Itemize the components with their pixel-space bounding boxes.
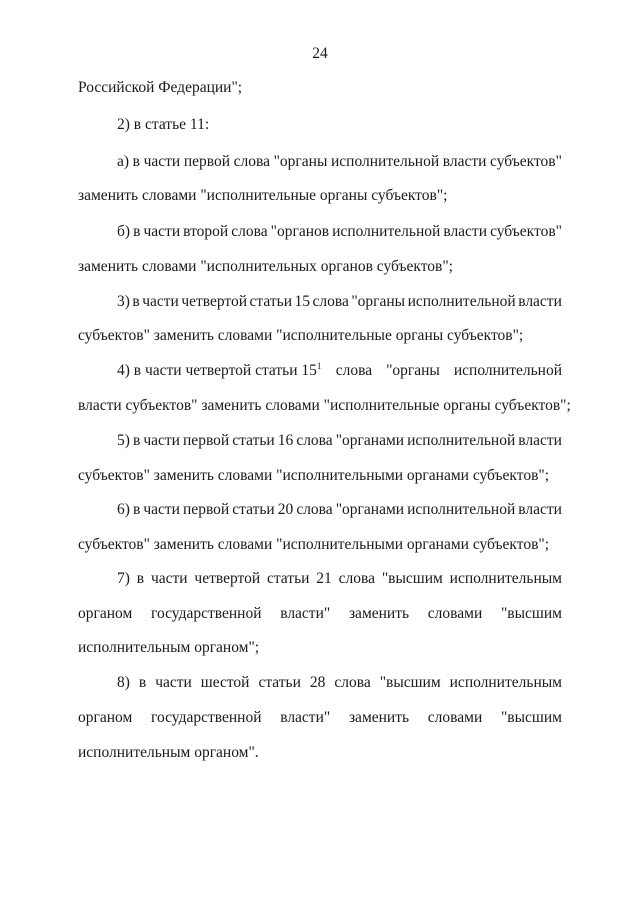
- word: б): [117, 223, 131, 240]
- word: 21: [316, 570, 332, 587]
- word: 16: [277, 432, 294, 449]
- word: части: [143, 223, 181, 240]
- word: шестой: [200, 674, 250, 691]
- word: "высшим: [381, 570, 443, 587]
- word: "высшим: [379, 674, 441, 691]
- text-line: субъектов" заменить словами "исполнительные органы субъектов";: [78, 327, 524, 344]
- word: заменить: [348, 605, 410, 622]
- word: исполнительной: [407, 293, 516, 310]
- word: власти": [280, 605, 331, 622]
- word: статьи: [258, 674, 301, 691]
- word: исполнительной: [453, 362, 562, 379]
- word: "высшим: [500, 605, 562, 622]
- text-line: 2) в статье 11:: [117, 116, 210, 133]
- word: в: [133, 223, 141, 240]
- word: статьи: [266, 570, 310, 587]
- word: 15: [294, 293, 310, 310]
- text-fragment: [117, 361, 321, 381]
- text-line: субъектов" заменить словами "исполнительными органами субъектов";: [78, 467, 550, 484]
- text-line-justified: [117, 292, 562, 312]
- word: "органами: [335, 501, 405, 518]
- text-line-justified: [117, 222, 562, 242]
- word: органом: [78, 605, 133, 622]
- word: исполнительной: [407, 501, 516, 518]
- word: слова: [231, 223, 268, 240]
- word: первой: [183, 432, 230, 449]
- word: власти: [442, 153, 487, 170]
- word: 6): [117, 501, 130, 518]
- text-line: Российской Федерации";: [78, 79, 243, 96]
- word: власти": [280, 709, 331, 726]
- word: власти: [518, 501, 562, 518]
- text-line: субъектов" заменить словами "исполнительными органами субъектов";: [78, 536, 550, 553]
- word: части: [143, 501, 180, 518]
- word: исполнительным: [449, 674, 562, 691]
- text-line: исполнительным органом".: [78, 744, 259, 761]
- word: второй: [183, 223, 229, 240]
- word: слова: [296, 501, 333, 518]
- word: "высшим: [500, 709, 562, 726]
- text-line-justified: [117, 500, 562, 520]
- word: "органы: [273, 153, 328, 170]
- word: "органы: [351, 293, 406, 310]
- word: 3): [117, 293, 130, 310]
- word: статьи: [232, 432, 275, 449]
- word: слова: [296, 432, 333, 449]
- word: 20: [277, 501, 294, 518]
- word: 5): [117, 432, 130, 449]
- word: исполнительной: [330, 153, 440, 170]
- word: в: [132, 432, 141, 449]
- word: субъектов": [490, 223, 562, 240]
- word: в: [132, 153, 140, 170]
- word: словами: [427, 709, 483, 726]
- word: 7): [117, 570, 130, 587]
- word: органом: [78, 709, 133, 726]
- word: части: [155, 674, 192, 691]
- word: исполнительной: [332, 223, 441, 240]
- text-line-justified: [117, 152, 562, 172]
- text-line: заменить словами "исполнительных органов субъектов";: [78, 258, 453, 275]
- word: а): [117, 153, 130, 170]
- text-line-with-superscript: [117, 361, 562, 381]
- word: слова: [335, 362, 373, 379]
- word: в: [138, 674, 147, 691]
- text-fragment-words: [336, 361, 562, 381]
- word: государственной: [151, 709, 262, 726]
- word: субъектов": [490, 153, 562, 170]
- text-line: заменить словами "исполнительные органы субъектов";: [78, 187, 448, 204]
- word: четвертой: [194, 570, 261, 587]
- text-line: исполнительным органом";: [78, 639, 260, 656]
- word: власти: [518, 293, 562, 310]
- word: "органами: [335, 432, 405, 449]
- word: слова: [312, 293, 349, 310]
- word: "органы: [386, 362, 440, 379]
- word: в: [132, 293, 140, 310]
- word: исполнительным: [449, 570, 562, 587]
- superscript: 1: [316, 360, 322, 371]
- word: "органов: [270, 223, 330, 240]
- text-line-justified: [117, 431, 562, 451]
- word: государственной: [151, 605, 262, 622]
- word: части: [143, 432, 180, 449]
- word: слова: [334, 674, 371, 691]
- word: первой: [183, 153, 231, 170]
- word: слова: [233, 153, 270, 170]
- text-line-justified: [78, 708, 562, 728]
- word: статьи: [232, 501, 275, 518]
- text-before-superscript: 4) в части четвертой статьи 15: [117, 362, 317, 379]
- page-number: 24: [312, 45, 328, 62]
- word: власти: [443, 223, 488, 240]
- text-line-justified: [117, 569, 562, 589]
- word: власти: [518, 432, 562, 449]
- word: части: [142, 293, 179, 310]
- word: части: [150, 570, 188, 587]
- word: 28: [309, 674, 326, 691]
- word: в: [132, 501, 141, 518]
- word: первой: [183, 501, 230, 518]
- text-line-justified: [78, 604, 562, 624]
- word: части: [143, 153, 181, 170]
- word: слова: [338, 570, 375, 587]
- word: статьи: [249, 293, 292, 310]
- text-line: власти субъектов" заменить словами "исполнительные органы субъектов";: [78, 397, 571, 414]
- word: заменить: [348, 709, 410, 726]
- text-line-justified: [117, 673, 562, 693]
- word: 8): [117, 674, 130, 691]
- word: исполнительной: [407, 432, 516, 449]
- word: в: [136, 570, 145, 587]
- word: словами: [427, 605, 483, 622]
- word: четвертой: [181, 293, 248, 310]
